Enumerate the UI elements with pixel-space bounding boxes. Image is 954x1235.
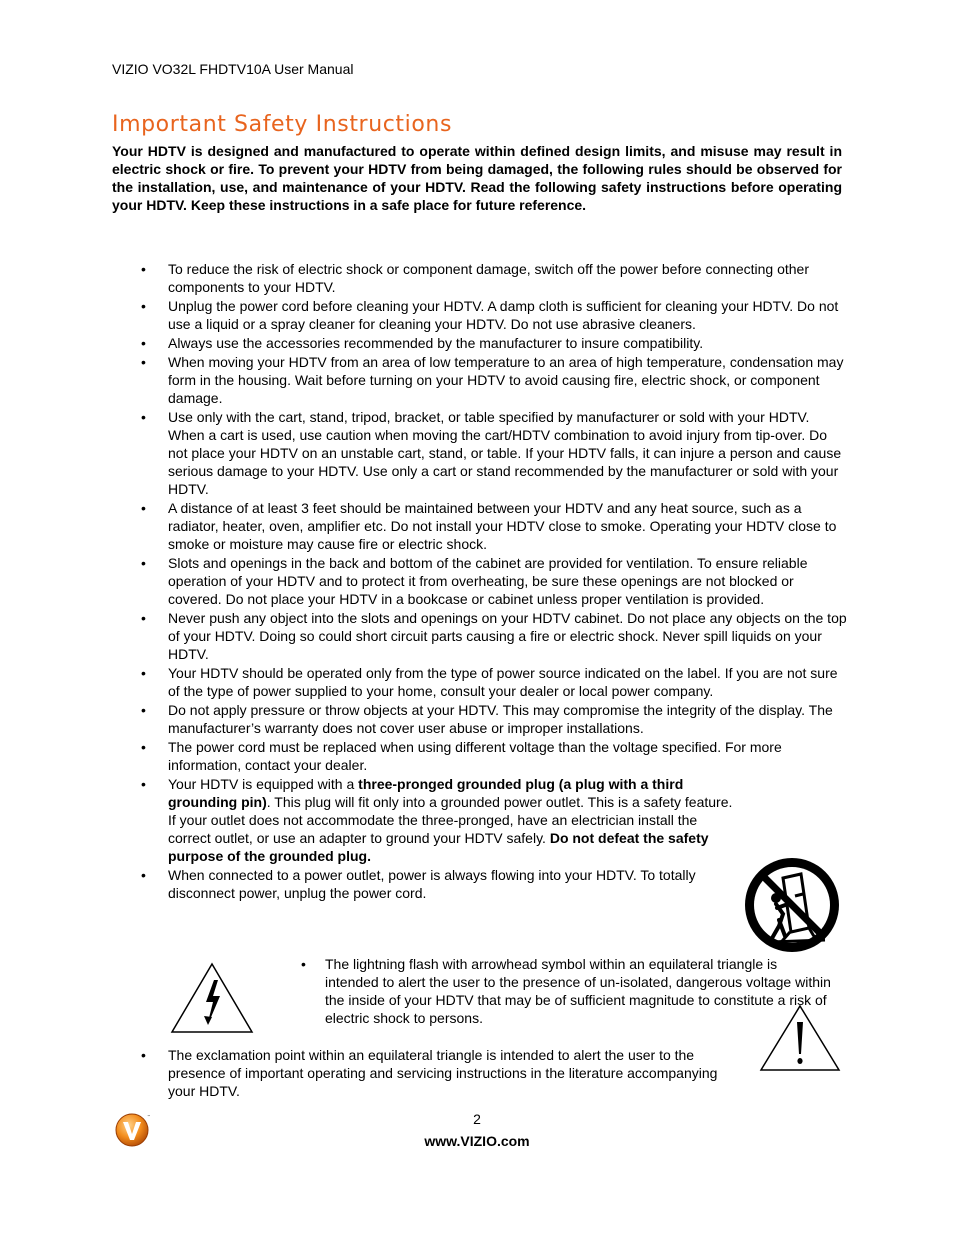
bullet: • xyxy=(141,335,146,351)
list-item: • Your HDTV should be operated only from the type of power source indicated on the label. If you are not sure of the type of power supplied to your home, consult your dealer or local power company. xyxy=(141,665,838,699)
footer-url[interactable]: www.VIZIO.com xyxy=(424,1133,530,1149)
bullet: • xyxy=(141,261,146,277)
lightning-triangle-icon xyxy=(170,962,254,1039)
list-item: • Use only with the cart, stand, tripod, bracket, or table specified by manufacturer or sold with your HDTV. When a cart is used, use caution when moving the cart/HDTV combination to avoid injury from tip-over. Do not place your HDTV on an unstable cart, stand, or table. If your HDTV falls, it can injure a person and cause serious damage to your HDTV. Use only a cart or stand recommended by the manufacturer or sold with your HDTV. xyxy=(141,409,842,497)
list-item: • Always use the accessories recommended by the manufacturer to insure compatibility. xyxy=(141,335,704,351)
intro-paragraph: Your HDTV is designed and manufactured to operate within defined design limits, and misuse may result in electric shock or fire. To prevent your HDTV from being damaged, the following rules should be observed for the installation, use, and maintenance of your HDTV. Read the following safety instructions before operating your HDTV. Keep these instructions in a safe place for future reference. xyxy=(112,143,842,213)
list-item: • To reduce the risk of electric shock or component damage, switch off the power before connecting other components to your HDTV. xyxy=(141,261,809,295)
exclamation-triangle-icon xyxy=(759,1004,841,1077)
bullet: • xyxy=(141,610,146,626)
list-item-grounded-plug: • Your HDTV is equipped with a three-pronged grounded plug (a plug with a third grounding pin). This plug will fit only into a grounded power outlet. This is a safety feature. If your outlet does not accommodate the three-pronged, have an electrician install the correct outlet, or use an adapter to ground your HDTV safely. Do not defeat the safety purpose of the grounded plug. xyxy=(141,776,733,864)
list-item: • Unplug the power cord before cleaning your HDTV. A damp cloth is sufficient for cleaning your HDTV. Do not use a liquid or a spray cleaner for cleaning your HDTV. Do not use abrasive cleaners. xyxy=(141,298,839,332)
list-item: • The power cord must be replaced when using different voltage than the voltage specified. For more information, contact your dealer. xyxy=(141,739,782,773)
exclamation-item: • The exclamation point within an equilateral triangle is intended to alert the user to the presence of important operating and servicing instructions in the literature accompanying your HDTV. xyxy=(141,1047,718,1099)
list-item: • Do not apply pressure or throw objects at your HDTV. This may compromise the integrity of the display. The manufacturer’s warranty does not cover user abuse or improper installations. xyxy=(141,702,833,736)
bullet: • xyxy=(141,702,146,718)
bullet: • xyxy=(141,298,146,314)
lightning-item: • The lightning flash with arrowhead symbol within an equilateral triangle is intended to alert the user to the presence of un-isolated, dangerous voltage within the inside of your HDTV that may be of sufficient magnitude to constitute a risk of electric shock to persons. xyxy=(301,956,831,1026)
section-title: Important Safety Instructions xyxy=(112,112,453,137)
bullet: • xyxy=(141,409,146,425)
bullet: • xyxy=(301,956,306,972)
bullet: • xyxy=(141,1047,146,1063)
document-header: VIZIO VO32L FHDTV10A User Manual xyxy=(112,61,354,77)
svg-text:™: ™ xyxy=(147,1114,151,1119)
list-item: • Never push any object into the slots and openings on your HDTV cabinet. Do not place any objects on the top of your HDTV. Doing so could short circuit parts causing a fire or electric shock. Never spill liquids on your HDTV. xyxy=(141,610,847,662)
bullet: • xyxy=(141,500,146,516)
bullet: • xyxy=(141,776,146,792)
list-item: • When moving your HDTV from an area of low temperature to an area of high temperature, condensation may form in the housing. Wait before turning on your HDTV to avoid causing fire, electric shock, or component damage. xyxy=(141,354,844,406)
cart-tip-over-warning-icon xyxy=(743,856,841,959)
bullet: • xyxy=(141,665,146,681)
page-number: 2 xyxy=(473,1111,481,1127)
bullet: • xyxy=(141,867,146,883)
list-item-power: • When connected to a power outlet, power is always flowing into your HDTV. To totally disconnect power, unplug the power cord. xyxy=(141,867,696,901)
bullet: • xyxy=(141,739,146,755)
list-item: • Slots and openings in the back and bottom of the cabinet are provided for ventilation. To ensure reliable operation of your HDTV and to protect it from overheating, be sure these openings are not blocked or covered. Do not place your HDTV in a bookcase or cabinet unless proper ventilation is provided. xyxy=(141,555,808,607)
bullet: • xyxy=(141,354,146,370)
safety-list xyxy=(0,260,851,903)
bullet: • xyxy=(141,555,146,571)
list-item: • A distance of at least 3 feet should be maintained between your HDTV and any heat source, such as a radiator, heater, oven, amplifier etc. Do not install your HDTV close to smoke. Operating your HDTV close to smoke or moisture may cause fire or electric shock. xyxy=(141,500,837,552)
